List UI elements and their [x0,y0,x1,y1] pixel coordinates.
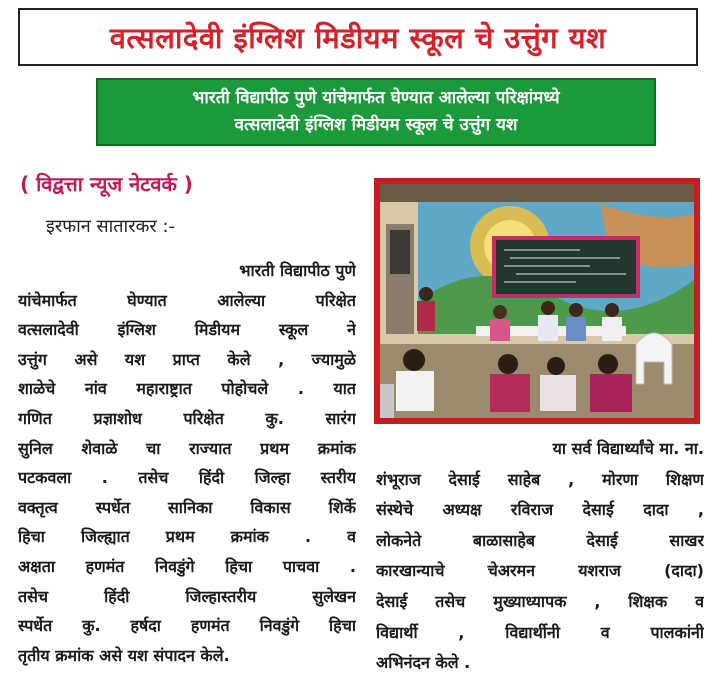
article-line: अभिनंदन केले . [376,653,471,673]
article-right-column [376,434,704,679]
byline: ( विद्वत्ता न्यूज नेटवर्क ) [20,172,193,196]
subheadline-box [96,78,656,146]
article-line: भारती विद्यापीठ पुणे [239,261,356,280]
headline: वत्सलादेवी इंग्लिश मिडीयम स्कूल चे उत्तुंग यश [109,20,607,55]
article-line: या सर्व विद्यार्थ्यांचे मा. ना. [552,439,704,458]
subheadline-line-2: वत्सलादेवी इंग्लिश मिडीयम स्कूल चे उत्तुंग यश [234,115,518,135]
article-line: वत्सलादेवी इंग्लिश मिडीयम स्कूल ने [18,320,356,340]
article-line: उत्तुंग असे यश प्राप्त केले , ज्यामुळे [18,349,356,369]
article-line: सुनिल शेवाळे चा राज्यात प्रथम क्रमांक [18,438,356,458]
article-line: कारखान्याचे चेअरमन यशराज (दादा) [376,561,704,581]
article-line: शंभूराज देसाई साहेब , मोरणा शिक्षण [376,469,704,489]
article-line: हिचा जिल्ह्यात प्रथम क्रमांक . व [18,527,356,547]
article-line: यांचेमार्फत घेण्यात आलेल्या परिक्षेत [18,290,356,310]
article-line: संस्थेचे अध्यक्ष रविराज देसाई दादा , [376,500,704,520]
article-line: तसेच हिंदी जिल्हास्तरीय सुलेखन [18,586,356,606]
article-line: गणित प्रज्ञाशोध परिक्षेत कु. सारंग [18,408,356,428]
article-line: स्पर्धेत कु. हर्षदा हणमंत निवडुंगे हिचा [18,616,356,636]
article-line: विद्यार्थी , विद्यार्थीनी व पालकांनी [376,622,704,642]
event-photo [374,178,700,424]
article-line: अक्षता हणमंत निवडुंगे हिचा पाचवा . [18,556,356,576]
classroom-photo [380,184,694,418]
author-credit: इरफान सातारकर :- [46,216,176,237]
subheadline-line-1: भारती विद्यापीठ पुणे यांचेमार्फत घेण्यात आलेल्या परिक्षांमध्ये [192,88,560,108]
article-line: तृतीय क्रमांक असे यश संपादन केले. [18,645,230,665]
article-line: देसाई तसेच मुख्याध्यापक , शिक्षक व [376,591,704,611]
article-line: लोकनेते बाळासाहेब देसाई साखर [376,530,704,550]
headline-box [18,8,698,66]
article-line: वक्तृत्व स्पर्धेत सानिका विकास शिर्के [18,497,356,517]
article-line: शाळेचे नांव महाराष्ट्रात पोहोचले . यात [18,379,356,399]
article-line: पटकवला . तसेच हिंदी जिल्हा स्तरीय [18,468,356,488]
article-left-column [18,256,356,670]
